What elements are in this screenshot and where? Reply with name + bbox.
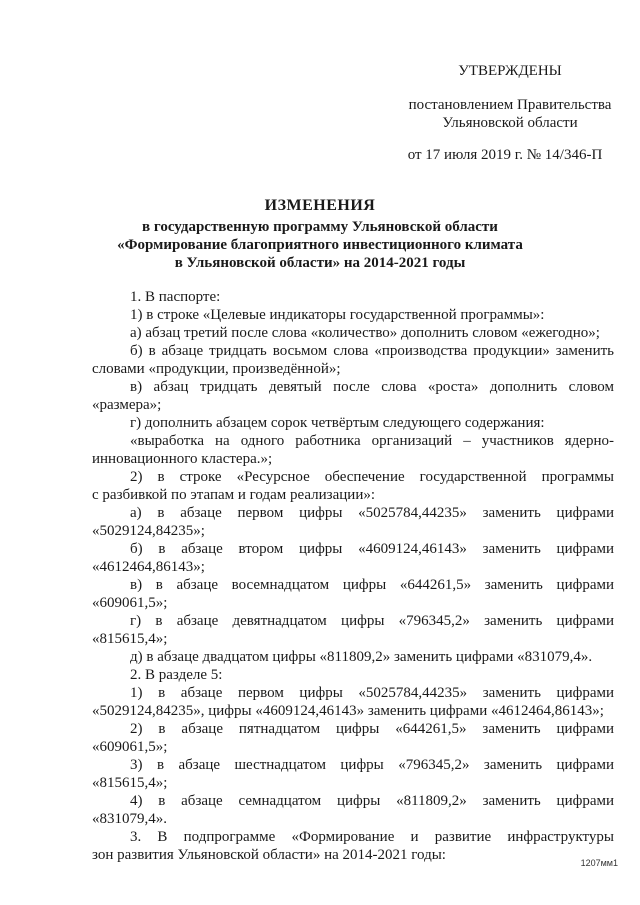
- body-line: 1) в абзаце первом цифры «5025784,44235» заменить цифрами: [130, 685, 614, 701]
- body-line: г) в абзаце девятнадцатом цифры «796345,2» заменить цифрами: [130, 613, 614, 629]
- body-line: 4) в абзаце семнадцатом цифры «811809,2» заменить цифрами: [130, 793, 614, 809]
- body-line: «609061,5»;: [92, 739, 168, 755]
- body-line: 1) в строке «Целевые индикаторы государственной программы»:: [130, 307, 545, 323]
- body-line: в) абзац тридцать девятый после слова «роста» дополнить словом: [130, 379, 614, 395]
- document-subtitle-line3: в Ульяновской области» на 2014-2021 годы: [174, 255, 466, 271]
- body-line: а) абзац третий после слова «количество» дополнить словом «ежегодно»;: [130, 325, 600, 341]
- body-line: «5029124,84235», цифры «4609124,46143» заменить цифрами «4612464,86143»;: [92, 703, 604, 719]
- body-line: г) дополнить абзацем сорок четвёртым следующего содержания:: [130, 415, 545, 431]
- body-line: д) в абзаце двадцатом цифры «811809,2» заменить цифрами «831079,4».: [130, 649, 593, 665]
- body-line: 2) в абзаце пятнадцатом цифры «644261,5» заменить цифрами: [130, 721, 614, 737]
- document-code: 1207мм1: [580, 858, 618, 868]
- body-line: «4612464,86143»;: [92, 559, 205, 575]
- body-line: б) в абзаце втором цифры «4609124,46143» заменить цифрами: [130, 541, 614, 557]
- approved-by-line2: Ульяновской области: [442, 115, 578, 131]
- body-line: «609061,5»;: [92, 595, 168, 611]
- body-line: «815615,4»;: [92, 631, 168, 647]
- body-line: «размера»;: [92, 397, 162, 413]
- body-line: «831079,4».: [92, 811, 167, 827]
- body-line: б) в абзаце тридцать восьмом слова «производства продукции» заменить: [130, 343, 614, 359]
- approved-heading: УТВЕРЖДЕНЫ: [458, 63, 562, 79]
- body-line: «5029124,84235»;: [92, 523, 205, 539]
- body-line: инновационного кластера.»;: [92, 451, 273, 467]
- body-line: с разбивкой по этапам и годам реализации»:: [92, 487, 376, 503]
- approval-date-line: от 17 июля 2019 г. № 14/346-П: [407, 147, 603, 163]
- body-line: в) в абзаце восемнадцатом цифры «644261,5» заменить цифрами: [130, 577, 614, 593]
- document-subtitle-line2: «Формирование благоприятного инвестиционного климата: [117, 237, 523, 253]
- body-line: зон развития Ульяновской области» на 2014-2021 годы:: [92, 847, 446, 863]
- body-line: 2. В разделе 5:: [130, 667, 223, 683]
- body-line: 1. В паспорте:: [130, 289, 221, 305]
- body-line: 2) в строке «Ресурсное обеспечение государственной программы: [130, 469, 614, 485]
- body-line: «815615,4»;: [92, 775, 168, 791]
- document-title: ИЗМЕНЕНИЯ: [264, 197, 376, 214]
- body-line: словами «продукции, произведённой»;: [92, 361, 341, 377]
- approved-by-line1: постановлением Правительства: [408, 97, 612, 113]
- body-line: «выработка на одного работника организаций – участников ядерно-: [130, 433, 614, 449]
- body-line: 3) в абзаце шестнадцатом цифры «796345,2» заменить цифрами: [130, 757, 614, 773]
- body-line: а) в абзаце первом цифры «5025784,44235» заменить цифрами: [130, 505, 614, 521]
- document-subtitle-line1: в государственную программу Ульяновской области: [142, 219, 498, 235]
- body-line: 3. В подпрограмме «Формирование и развитие инфраструктуры: [130, 829, 614, 845]
